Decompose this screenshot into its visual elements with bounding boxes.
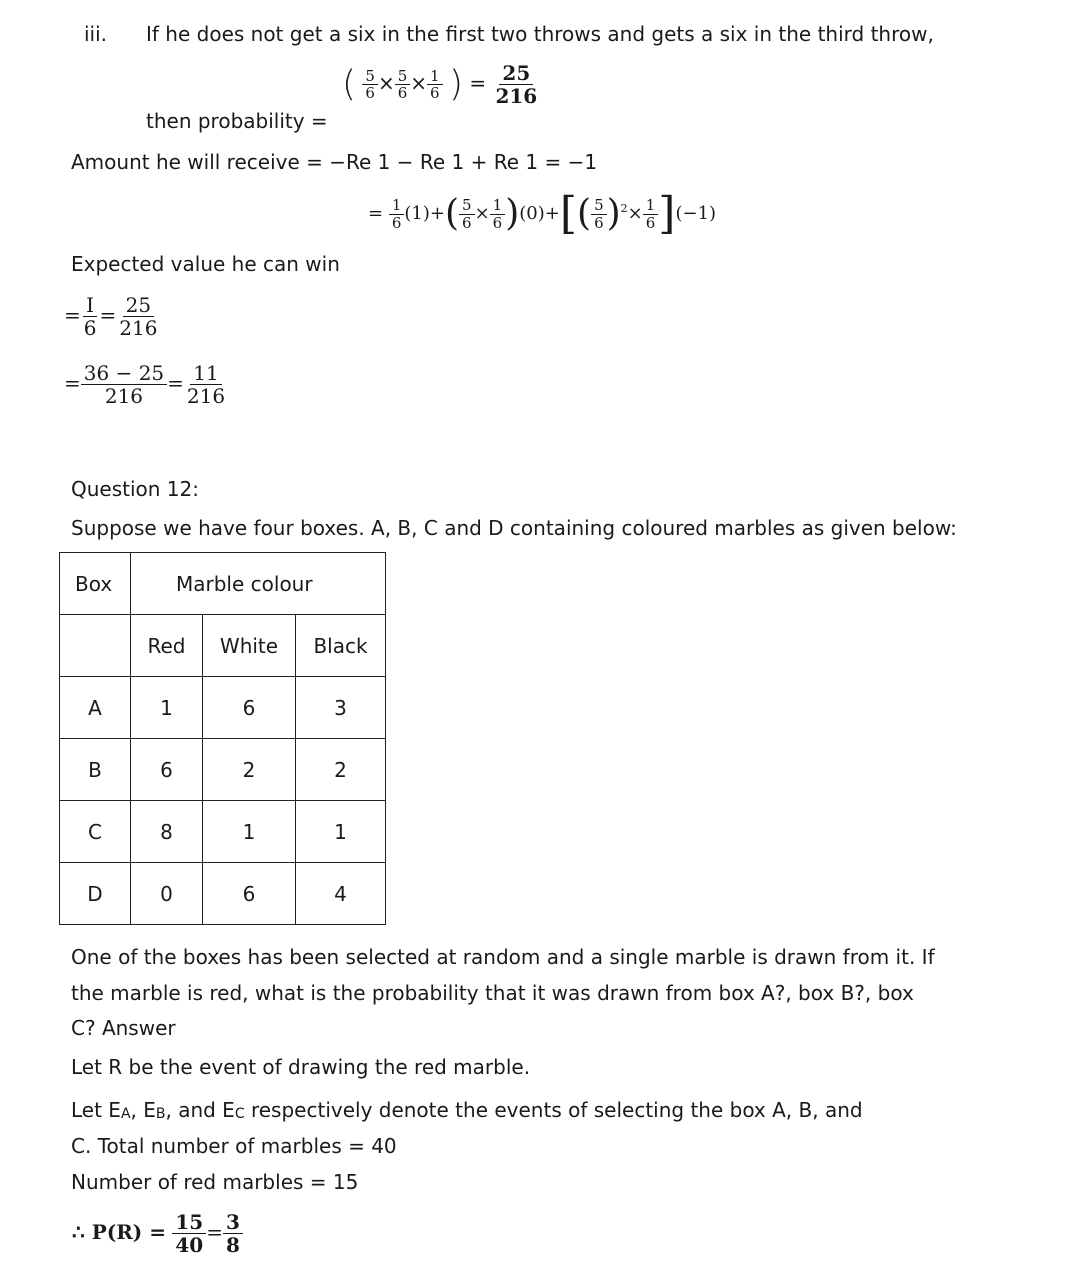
fraction: $\frac{I}{6}$ — [83, 293, 97, 340]
body-paragraph-line: the marble is red, what is the probability that it was drawn from box A?, box B?, box — [71, 981, 914, 1005]
header-box: Box — [60, 553, 131, 615]
question-title: Question 12: — [71, 477, 199, 501]
cell-box: B — [60, 739, 131, 801]
fraction: $\frac{5}{6}$ — [395, 68, 411, 102]
marbles-table — [59, 552, 386, 925]
probability-r-formula: ∴ P(R) = $\frac{15}{40}$ = $\frac{3}{8}$ — [72, 1211, 243, 1256]
fraction: $\frac{1}{6}$ — [643, 197, 659, 231]
event-r-definition: Let R be the event of drawing the red marble. — [71, 1055, 531, 1079]
then-probability-label: then probability = — [146, 109, 328, 133]
part-label: iii. — [84, 22, 108, 46]
fraction: $\frac{5}{6}$ — [362, 68, 378, 102]
table-row — [60, 863, 386, 925]
total-marbles-line: C. Total number of marbles = 40 — [71, 1134, 397, 1158]
cell-black: 1 — [296, 801, 386, 863]
fraction: $\frac{5}{6}$ — [591, 197, 607, 231]
cell-white: 2 — [203, 739, 296, 801]
cell-box: C — [60, 801, 131, 863]
cell-black: 2 — [296, 739, 386, 801]
fraction: $\frac{25}{216}$ — [119, 293, 158, 340]
fraction: $\frac{11}{216}$ — [186, 361, 226, 408]
fraction: $\frac{36 - 25}{216}$ — [81, 362, 167, 407]
table-row — [60, 739, 386, 801]
amount-line: Amount he will receive = −Re 1 − Re 1 + Re 1 = −1 — [71, 150, 598, 174]
result-fraction: $\frac{25}{216}$ — [495, 61, 538, 108]
table-row — [60, 677, 386, 739]
probability-product: ( $\frac{5}{6}$ × $\frac{5}{6}$ × $\frac{1}{6}$ ) = $\frac{25}{216}$ — [342, 62, 540, 107]
cell-white: 6 — [203, 863, 296, 925]
cell-box: A — [60, 677, 131, 739]
expected-line-1: = $\frac{I}{6}$ = $\frac{25}{216}$ — [64, 294, 160, 339]
table-row — [60, 801, 386, 863]
cell-black: 3 — [296, 677, 386, 739]
header-marble-colour: Marble colour — [131, 553, 386, 615]
question-intro: Suppose we have four boxes. A, B, C and D containing coloured marbles as given below: — [71, 516, 957, 540]
cell-black: 4 — [296, 863, 386, 925]
fraction: $\frac{15}{40}$ — [172, 1211, 206, 1256]
part-iii-text: If he does not get a six in the first two throws and gets a six in the third throw, — [146, 22, 934, 46]
cell-red: 1 — [131, 677, 203, 739]
fraction: $\frac{3}{8}$ — [223, 1211, 243, 1256]
fraction: $\frac{1}{6}$ — [389, 197, 405, 231]
expected-value-formula: = $\frac{1}{6}$ (1)+( $\frac{5}{6}$ × $\frac{1}{6}$ )(0)+[( $\frac{5}{6}$ )$^2$× $\frac{1}{6}$ ](−1) — [368, 188, 717, 239]
red-marbles-line: Number of red marbles = 15 — [71, 1170, 359, 1194]
cell-white: 6 — [203, 677, 296, 739]
body-paragraph-line: One of the boxes has been selected at random and a single marble is drawn from it. If — [71, 945, 935, 969]
table-subheader-row — [60, 615, 386, 677]
cell-red: 8 — [131, 801, 203, 863]
fraction: $\frac{1}{6}$ — [490, 197, 506, 231]
empty-cell — [60, 615, 131, 677]
header-white: White — [203, 615, 296, 677]
events-definition: Let EA, EB, and EC respectively denote the events of selecting the box A, B, and — [71, 1098, 863, 1122]
table-header-row — [60, 553, 386, 615]
fraction: $\frac{1}{6}$ — [427, 68, 443, 102]
fraction: $\frac{5}{6}$ — [459, 197, 475, 231]
cell-box: D — [60, 863, 131, 925]
cell-red: 6 — [131, 739, 203, 801]
body-paragraph-line: C? Answer — [71, 1016, 176, 1040]
header-red: Red — [131, 615, 203, 677]
header-black: Black — [296, 615, 386, 677]
cell-red: 0 — [131, 863, 203, 925]
cell-white: 1 — [203, 801, 296, 863]
expected-value-label: Expected value he can win — [71, 252, 340, 276]
expected-line-2: = $\frac{36 - 25}{216}$ = $\frac{11}{216}$ — [64, 362, 228, 407]
